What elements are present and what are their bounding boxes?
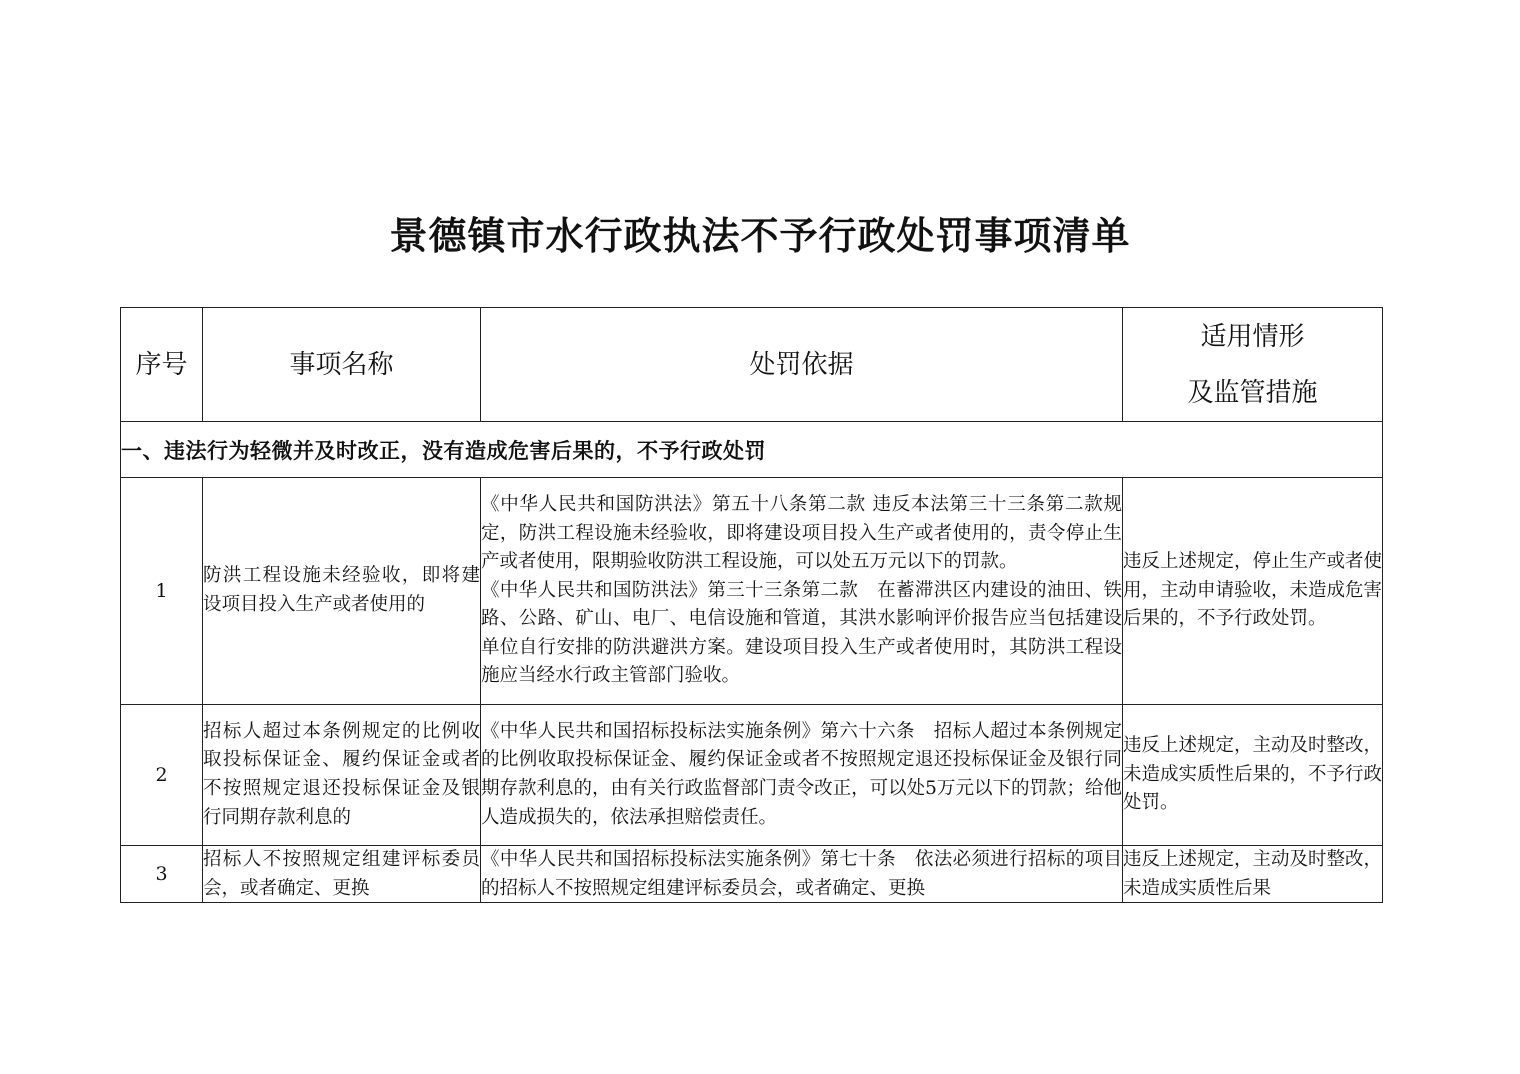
table-header-row (121, 308, 1383, 422)
header-applicable-measures (1123, 308, 1383, 422)
row-item-name-text: 招标人不按照规定组建评标委员会，或者确定、更换 (203, 849, 480, 899)
basis-paragraph: 《中华人民共和国招标投标法实施条例》第六十六条 招标人超过本条例规定的比例收取投标保证金、履约保证金或者不按照规定退还投标保证金及银行同期存款利息的，由有关行政监督部门责令改正，可以处5万元以下的罚款；给他人造成损失的，依法承担赔偿责任。 (481, 720, 1122, 828)
row-item-name: 防洪工程设施未经验收，即将建设项目投入生产或者使用的 (203, 478, 481, 705)
row-measures: 违反上述规定，主动及时整改，未造成实质性后果的，不予行政处罚。 (1123, 705, 1383, 846)
penalty-exemption-table (120, 307, 1383, 903)
row-seq: 1 (121, 478, 203, 705)
row-penalty-basis (481, 705, 1123, 846)
table-row (121, 705, 1383, 846)
section-row (121, 422, 1383, 478)
row-penalty-basis (481, 478, 1123, 705)
header-seq: 序号 (121, 308, 203, 422)
basis-paragraph: 《中华人民共和国防洪法》第五十八条第二款 违反本法第三十三条第二款规定，防洪工程设施未经验收，即将建设项目投入生产或者使用的，责令停止生产或者使用，限期验收防洪工程设施，可以处五万元以下的罚款。 (481, 493, 1122, 573)
row-penalty-basis (481, 846, 1123, 903)
row-measures: 违反上述规定，停止生产或者使用，主动申请验收，未造成危害后果的，不予行政处罚。 (1123, 478, 1383, 705)
document-title: 景德镇市水行政执法不予行政处罚事项清单 (389, 213, 1131, 258)
section-heading-1: 一、违法行为轻微并及时改正，没有造成危害后果的，不予行政处罚 (121, 422, 1383, 478)
basis-paragraph: 《中华人民共和国招标投标法实施条例》第七十条 依法必须进行招标的项目的招标人不按照规定组建评标委员会，或者确定、更换 (481, 849, 1122, 899)
row-seq: 3 (121, 846, 203, 903)
row-measures (1123, 846, 1383, 903)
header-measures-line2: 及监管措施 (1187, 377, 1318, 408)
header-penalty-basis: 处罚依据 (481, 308, 1123, 422)
row-item-name: 招标人超过本条例规定的比例收取投标保证金、履约保证金或者不按照规定退还投标保证金及银行同期存款利息的 (203, 705, 481, 846)
header-measures-line1: 适用情形 (1200, 321, 1305, 352)
row-measures-text: 违反上述规定，主动及时整改，未造成实质性后果 (1123, 849, 1382, 899)
row-seq: 2 (121, 705, 203, 846)
table-row (121, 846, 1383, 903)
header-item-name: 事项名称 (203, 308, 481, 422)
row-item-name (203, 846, 481, 903)
table-row (121, 478, 1383, 705)
basis-paragraph: 《中华人民共和国防洪法》第三十三条第二款 在蓄滞洪区内建设的油田、铁路、公路、矿山、电厂、电信设施和管道，其洪水影响评价报告应当包括建设单位自行安排的防洪避洪方案。建设项目投入生产或者使用时，其防洪工程设施应当经水行政主管部门验收。 (481, 579, 1122, 687)
